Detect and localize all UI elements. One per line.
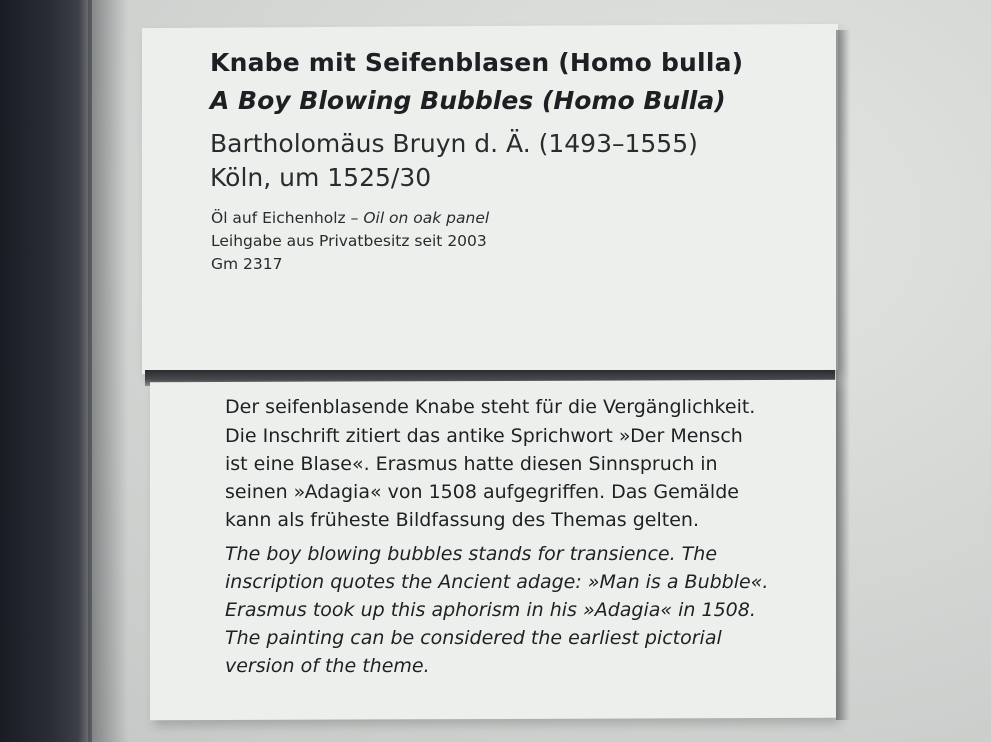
description-de-line: ist eine Blase«. Erasmus hatte diesen Sinnspruch in bbox=[225, 453, 718, 475]
medium-line bbox=[211, 209, 489, 227]
title-english: A Boy Blowing Bubbles (Homo Bulla) bbox=[210, 86, 726, 115]
description-en-line: The painting can be considered the earliest pictorial bbox=[225, 627, 722, 649]
wall-shadow bbox=[88, 0, 128, 742]
inventory-number: Gm 2317 bbox=[211, 255, 283, 273]
description-de-line: seinen »Adagia« von 1508 aufgegriffen. Das Gemälde bbox=[225, 481, 739, 503]
description-de-line: Der seifenblasende Knabe steht für die Vergänglichkeit. bbox=[225, 396, 756, 418]
place-date: Köln, um 1525/30 bbox=[210, 163, 432, 192]
description-en-line: Erasmus took up this aphorism in his »Adagia« in 1508. bbox=[225, 599, 756, 621]
description-de-line: kann als früheste Bildfassung des Themas gelten. bbox=[225, 509, 699, 531]
description-de-line: Die Inschrift zitiert das antike Sprichwort »Der Mensch bbox=[225, 425, 743, 447]
description-en-line: version of the theme. bbox=[225, 655, 430, 677]
dark-wall-edge bbox=[0, 0, 92, 742]
title-german: Knabe mit Seifenblasen (Homo bulla) bbox=[210, 48, 744, 77]
plaque-side-shadow bbox=[836, 30, 850, 720]
medium-german: Öl auf Eichenholz – bbox=[211, 209, 364, 227]
provenance-line: Leihgabe aus Privatbesitz seit 2003 bbox=[211, 232, 487, 250]
description-en-line: inscription quotes the Ancient adage: »Man is a Bubble«. bbox=[225, 571, 769, 593]
description-en-line: The boy blowing bubbles stands for transience. The bbox=[225, 543, 718, 565]
artist-name: Bartholomäus Bruyn d. Ä. (1493–1555) bbox=[210, 129, 698, 158]
medium-english: Oil on oak panel bbox=[363, 209, 490, 227]
